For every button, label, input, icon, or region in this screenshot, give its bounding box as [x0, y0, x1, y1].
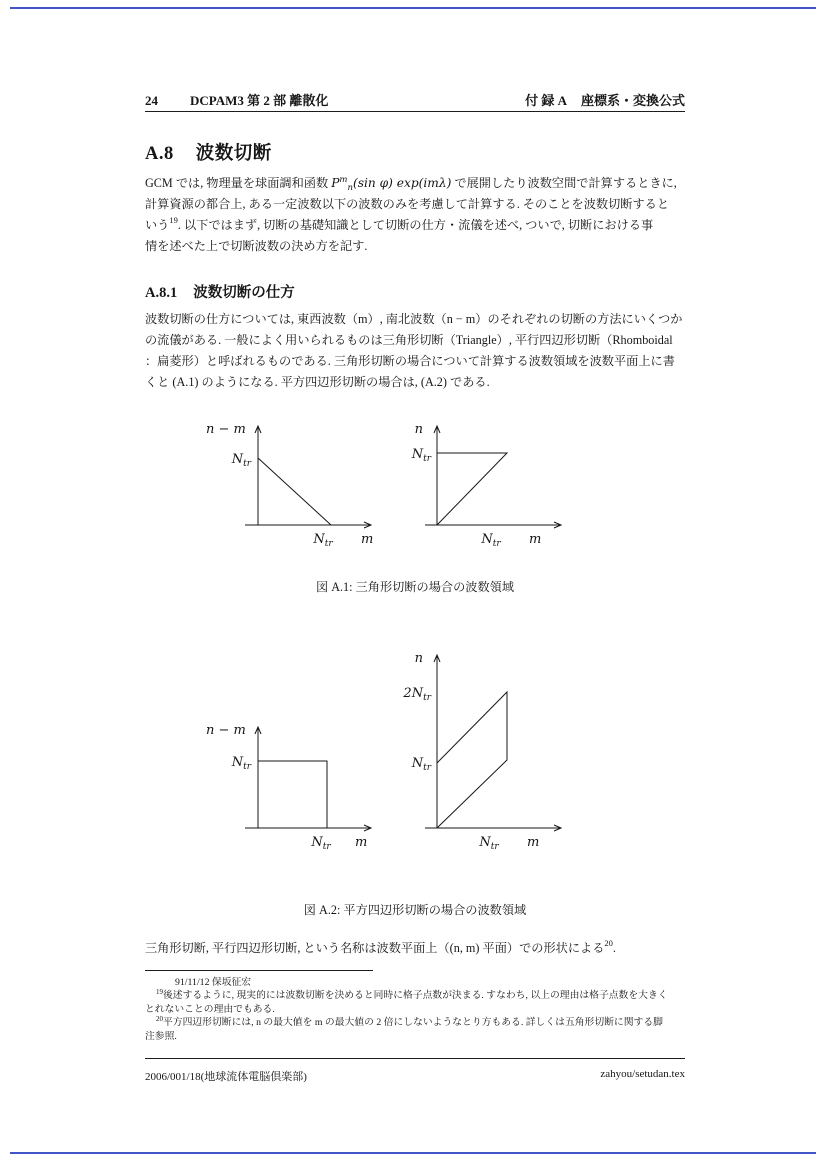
closing-line: 三角形切断, 平行四辺形切断, という名称は波数平面上（(n, m) 平面）での形状による$^{20}$. — [145, 938, 616, 955]
header-rule — [145, 111, 685, 112]
y-tick-label: $N_{tr}$ — [231, 452, 251, 469]
x-tick-label: $N_{tr}$ — [481, 532, 501, 549]
y-axis-label: n — [414, 422, 423, 437]
footnote-rule — [145, 970, 373, 971]
footnote-20-line-1: $^{20}$平方四辺形切断には, n の最大値を m の最大値の 2 倍にしないようなとり方もある. 詳しくは五角形切断に関する脚 — [156, 1015, 663, 1029]
footnote-19-line-2: とれないことの理由でもある. — [145, 1003, 275, 1015]
intro-line-1: GCM では, 物理量を球面調和函数 $P^m_n(\sin$ φ) exp(imλ) で展開したり波数空間で計算するときに, — [145, 175, 677, 193]
y-tick-label: $N_{tr}$ — [411, 447, 431, 464]
header-right-title: 座標系・変換公式 — [580, 93, 685, 108]
footnote-20-line-2: 注参照. — [145, 1030, 177, 1042]
header-left-title: DCPAM3 第 2 部 離散化 — [190, 93, 329, 108]
x-axis-label: m — [355, 835, 368, 850]
footnote-19-line-1: $^{19}$後述するように, 現実的には波数切断を決めると同時に格子点数が決まる. すなわち, 以上の理由は格子点数を大きく — [156, 988, 668, 1002]
fig-a2-right-diagram — [393, 648, 573, 858]
y-tick-label: $N_{tr}$ — [231, 755, 251, 772]
figure-a2-caption: 図 A.2: 平方四辺形切断の場合の波数領域 — [303, 903, 527, 917]
subsection-heading — [145, 281, 685, 302]
fig-a1-left-diagram — [203, 418, 383, 568]
x-tick-label: $N_{tr}$ — [311, 835, 331, 852]
y-axis-label: n − m — [206, 422, 246, 437]
running-header — [145, 90, 685, 109]
footnote-ref-20: 20 — [604, 938, 613, 948]
footer-right: zahyou/setudan.tex — [600, 1068, 685, 1080]
footnote-20-marker: 20 — [156, 1015, 163, 1024]
footnote-block — [145, 976, 685, 1043]
truncation-parallelogram — [437, 692, 507, 828]
x-tick-label: $N_{tr}$ — [313, 532, 333, 549]
y-axis-label: n — [414, 651, 423, 666]
truncation-triangle — [437, 453, 507, 525]
body-line-1: 波数切断の仕方については, 東西波数（m）, 南北波数（n − m）のそれぞれの切断の方法にいくつか — [145, 312, 683, 326]
body-paragraph — [145, 309, 685, 393]
intro-paragraph — [145, 173, 685, 257]
figure-a1-caption: 図 A.1: 三角形切断の場合の波数領域 — [315, 580, 515, 594]
y-axis-label: n − m — [206, 723, 246, 738]
x-axis-label: m — [527, 835, 540, 850]
subsection-title: 波数切断の仕方 — [193, 285, 295, 301]
body-line-4: くと (A.1) のようになる. 平方四辺形切断の場合は, (A.2) である. — [145, 375, 490, 389]
footer-spacer — [307, 1068, 600, 1084]
intro-line-4: 情を述べた上で切断波数の決め方を記す. — [145, 239, 368, 253]
header-appendix-label: 付 録 A — [525, 93, 567, 108]
subsection-number: A.8.1 — [145, 285, 178, 301]
truncation-line — [258, 458, 331, 525]
footer-left: 2006/001/18(地球流体電脳倶楽部) — [145, 1071, 307, 1083]
footnote-ref-19: 19 — [169, 215, 178, 225]
page-edge-line-top — [10, 7, 816, 9]
spherical-harmonic-formula: $P^m_n(\sin$ φ) exp(imλ) — [331, 175, 452, 193]
section-title: 波数切断 — [195, 144, 272, 164]
page-edge-line-bottom — [10, 1152, 816, 1154]
y-tick-label-ntr: $N_{tr}$ — [411, 756, 431, 773]
intro-line-3: いう$^{19}$. 以下ではまず, 切断の基礎知識として切断の仕方・流儀を述べ, ついで, 切断における事 — [145, 215, 654, 232]
truncation-square — [258, 761, 327, 828]
fig-a2-left-diagram — [203, 713, 383, 853]
section-number: A.8 — [145, 144, 174, 164]
closing-paragraph — [145, 938, 685, 959]
intro-line-2: 計算資源の都合上, ある一定波数以下の波数のみを考慮して計算する. そのことを波数切断すると — [145, 197, 670, 211]
body-line-2: の流儀がある. 一般によく用いられるものは三角形切断（Triangle）, 平行四辺形切断（Rhomboidal — [145, 333, 673, 347]
page-footer — [145, 1068, 685, 1084]
x-axis-label: m — [361, 532, 374, 547]
x-tick-label: $N_{tr}$ — [479, 835, 499, 852]
y-tick-label-2ntr: $2N_{tr}$ — [403, 686, 431, 703]
x-axis-label: m — [529, 532, 542, 547]
footer-rule — [145, 1058, 685, 1059]
footnote-19-marker: 19 — [156, 988, 163, 997]
page-number: 24 — [145, 93, 158, 108]
section-heading — [145, 139, 685, 165]
body-line-3: ：扁菱形）と呼ばれるものである. 三角形切断の場合について計算する波数領域を波数平面上に書 — [145, 354, 675, 368]
footnote-date-author: 91/11/12 保坂征宏 — [175, 977, 252, 988]
fig-a1-right-diagram — [393, 418, 573, 568]
